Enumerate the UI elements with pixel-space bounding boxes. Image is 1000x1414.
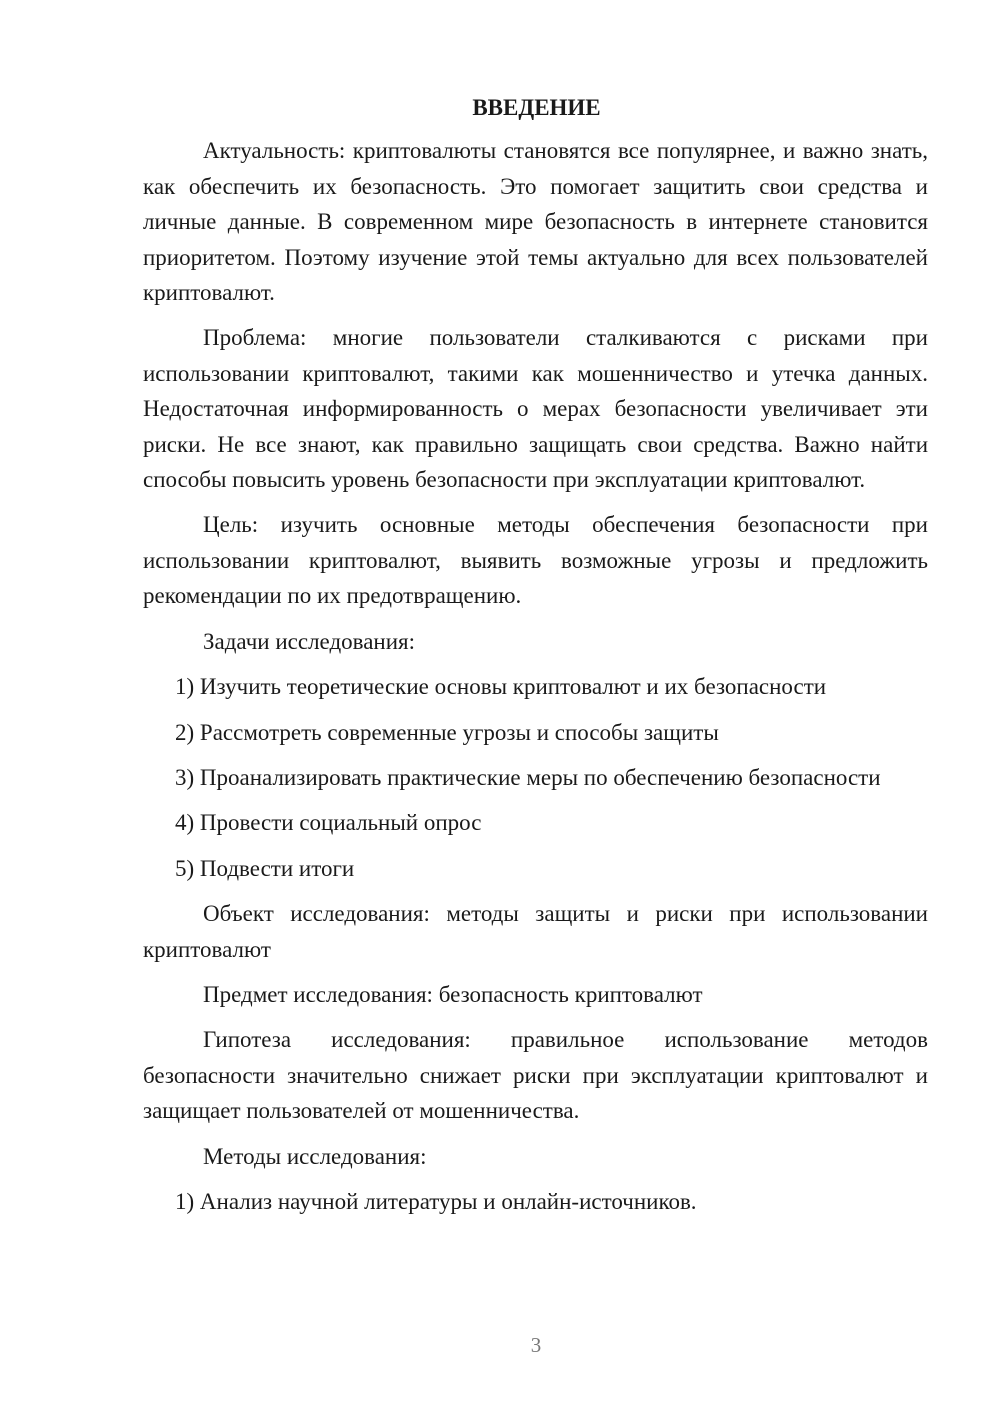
hypothesis-paragraph: Гипотеза исследования: правильное использование методов безопасности значительно снижает риски при эксплуатации криптовалют и защищает пользователей от мошенничества. bbox=[143, 1027, 928, 1124]
method-item-1: 1) Анализ научной литературы и онлайн-источников. bbox=[175, 1188, 697, 1214]
tasks-title: Задачи исследования: bbox=[203, 628, 416, 654]
task-item-4: 4) Провести социальный опрос bbox=[175, 810, 482, 836]
relevance-paragraph: Актуальность: криптовалюты становятся все популярнее, и важно знать, как обеспечить их безопасность. Это помогает защитить свои средства и личные данные. В современном мире безопасность в интернете становится приоритетом. Поэтому изучение этой темы актуально для всех пользователей криптовалют. bbox=[143, 138, 928, 306]
task-item-5: 5) Подвести итоги bbox=[175, 855, 355, 881]
task-item-1: 1) Изучить теоретические основы криптовалют и их безопасности bbox=[175, 674, 827, 700]
methods-title: Методы исследования: bbox=[203, 1143, 427, 1169]
document-body bbox=[143, 90, 928, 1219]
object-paragraph: Объект исследования: методы защиты и риски при использовании криптовалют bbox=[143, 901, 928, 962]
page-number: 3 bbox=[530, 1333, 542, 1357]
subject-paragraph: Предмет исследования: безопасность криптовалют bbox=[203, 981, 703, 1007]
section-heading: ВВЕДЕНИЕ bbox=[472, 95, 601, 120]
goal-paragraph: Цель: изучить основные методы обеспечения безопасности при использовании криптовалют, выявить возможные угрозы и предложить рекомендации по их предотвращению. bbox=[143, 512, 928, 609]
task-item-2: 2) Рассмотреть современные угрозы и способы защиты bbox=[175, 719, 719, 745]
task-item-3: 3) Проанализировать практические меры по обеспечению безопасности bbox=[175, 764, 881, 790]
problem-paragraph: Проблема: многие пользователи сталкиваются с рисками при использовании криптовалют, такими как мошенничество и утечка данных. Недостаточная информированность о мерах безопасности увеличивает эти риски. Не все знают, как правильно защищать свои средства. Важно найти способы повысить уровень безопасности при эксплуатации криптовалют. bbox=[143, 325, 928, 493]
